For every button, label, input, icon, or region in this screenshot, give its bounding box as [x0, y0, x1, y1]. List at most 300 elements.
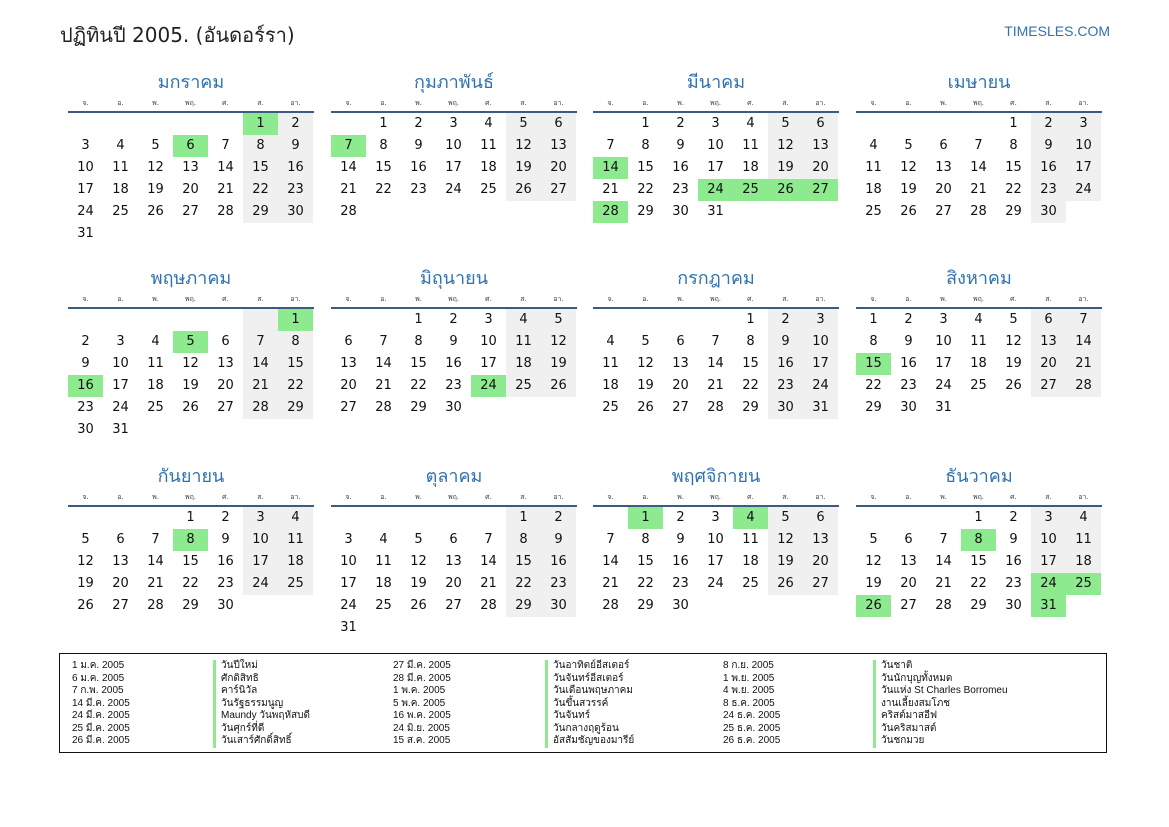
day-cell: 18 [480, 160, 497, 175]
day-cell: 24 [243, 573, 278, 595]
holiday-date: 4 พ.ย. 2005 [723, 685, 775, 696]
weekday-label: ศ. [485, 493, 492, 501]
empty-cell [68, 309, 103, 331]
day-cell: 2 [81, 334, 90, 349]
day-cell: 9 [676, 532, 685, 547]
day-cell: 14 [147, 554, 164, 569]
day-cell: 26 [506, 179, 541, 201]
day-cell: 8 [1009, 138, 1018, 153]
day-cell: 9 [449, 334, 458, 349]
day-cell: 2 [449, 312, 458, 327]
day-cell: 9 [221, 532, 230, 547]
days-grid [331, 309, 577, 419]
holiday-date: 14 มี.ค. 2005 [72, 697, 130, 709]
weekday-label: ส. [1045, 493, 1052, 501]
empty-cell [138, 309, 173, 331]
weekday-label: อ. [117, 295, 124, 303]
day-cell: 5 [81, 532, 90, 547]
day-cell: 3 [484, 312, 493, 327]
empty-cell [103, 113, 138, 135]
month-calendar [331, 70, 577, 223]
day-cell: 2 [676, 510, 685, 525]
day-cell: 23 [1031, 179, 1066, 201]
holiday-dates-column [72, 660, 130, 748]
day-cell: 10 [112, 356, 129, 371]
holiday-date: 25 ธ.ค. 2005 [723, 722, 781, 734]
empty-cell [331, 507, 366, 529]
day-cell: 21 [217, 182, 234, 197]
weekday-label: พฤ. [972, 295, 985, 303]
day-cell: 11 [742, 532, 759, 547]
day-cell: 2 [1031, 113, 1066, 135]
weekday-label: ศ. [1010, 99, 1017, 107]
day-cell: 14 [217, 160, 234, 175]
holiday-day: 28 [593, 201, 628, 223]
day-cell: 11 [375, 554, 392, 569]
weekday-header [331, 97, 577, 110]
day-cell: 19 [541, 353, 576, 375]
holiday-day: 8 [961, 529, 996, 551]
day-cell: 2 [904, 312, 913, 327]
holiday-date: 5 พ.ค. 2005 [393, 697, 446, 709]
holiday-date: 1 ม.ค. 2005 [72, 660, 125, 671]
holiday-name: คริสต์มาสอีฟ [873, 710, 1008, 723]
day-cell: 11 [480, 138, 497, 153]
day-cell: 6 [904, 532, 913, 547]
holiday-day: 1 [278, 309, 313, 331]
day-cell: 12 [77, 554, 94, 569]
weekday-label: พฤ. [709, 99, 722, 107]
day-cell: 14 [243, 353, 278, 375]
day-cell: 7 [606, 532, 615, 547]
day-cell: 13 [217, 356, 234, 371]
day-cell: 28 [340, 204, 357, 219]
day-cell: 24 [803, 375, 838, 397]
day-cell: 13 [803, 529, 838, 551]
day-cell: 5 [904, 138, 913, 153]
day-cell: 13 [445, 554, 462, 569]
day-cell: 15 [1005, 160, 1022, 175]
weekday-label: พ. [152, 99, 159, 107]
day-cell: 4 [606, 334, 615, 349]
weekday-label: ส. [782, 99, 789, 107]
day-cell: 6 [541, 113, 576, 135]
weekday-label: พฤ. [447, 99, 460, 107]
day-cell: 21 [147, 576, 164, 591]
weekday-label: พ. [677, 295, 684, 303]
day-cell: 26 [147, 204, 164, 219]
day-cell: 23 [1005, 576, 1022, 591]
day-cell: 17 [445, 160, 462, 175]
empty-cell [593, 113, 628, 135]
weekday-label: ส. [1045, 295, 1052, 303]
day-cell: 4 [746, 116, 755, 131]
day-cell: 25 [480, 182, 497, 197]
day-cell: 11 [865, 160, 882, 175]
day-cell: 22 [1005, 182, 1022, 197]
days-grid [856, 507, 1102, 617]
holiday-date: 25 มี.ค. 2005 [72, 722, 130, 734]
day-cell: 29 [182, 598, 199, 613]
empty-cell [138, 507, 173, 529]
day-cell: 21 [935, 576, 952, 591]
day-cell: 25 [375, 598, 392, 613]
holiday-date: 26 มี.ค. 2005 [72, 735, 130, 746]
holiday-day: 14 [593, 157, 628, 179]
day-cell: 27 [672, 400, 689, 415]
day-cell: 30 [900, 400, 917, 415]
holiday-name: Maundy วันพฤหัสบดี [213, 710, 310, 723]
day-cell: 4 [869, 138, 878, 153]
day-cell: 25 [970, 378, 987, 393]
month-calendar [68, 70, 314, 245]
day-cell: 27 [182, 204, 199, 219]
weekday-label: อ. [905, 99, 912, 107]
day-cell: 5 [768, 507, 803, 529]
empty-cell [663, 309, 698, 331]
month-name: กันยายน [157, 466, 225, 487]
day-cell: 1 [869, 312, 878, 327]
day-cell: 5 [506, 113, 541, 135]
holiday-name: วันชาติ [873, 660, 1008, 673]
weekday-label: จ. [345, 295, 352, 303]
weekday-label: อ. [905, 493, 912, 501]
day-cell: 12 [768, 135, 803, 157]
day-cell: 24 [77, 204, 94, 219]
day-cell: 28 [375, 400, 392, 415]
day-cell: 7 [974, 138, 983, 153]
day-cell: 19 [77, 576, 94, 591]
day-cell: 9 [768, 331, 803, 353]
day-cell: 15 [506, 551, 541, 573]
days-grid [593, 113, 839, 223]
empty-cell [68, 507, 103, 529]
days-grid [68, 309, 314, 441]
day-cell: 7 [151, 532, 160, 547]
weekday-label: อา. [290, 295, 301, 303]
day-cell: 9 [81, 356, 90, 371]
day-cell: 3 [711, 510, 720, 525]
day-cell: 20 [1031, 353, 1066, 375]
day-cell: 1 [506, 507, 541, 529]
holiday-name: วันจันทร์ [545, 710, 634, 723]
day-cell: 21 [707, 378, 724, 393]
day-cell: 16 [278, 157, 313, 179]
empty-cell [593, 507, 628, 529]
holiday-name: ศักดิสิทธิ [213, 673, 310, 686]
day-cell: 12 [506, 135, 541, 157]
month-name: เมษายน [947, 72, 1011, 93]
weekday-label: อ. [905, 295, 912, 303]
day-cell: 25 [147, 400, 164, 415]
weekday-label: อ. [380, 493, 387, 501]
day-cell: 4 [379, 532, 388, 547]
day-cell: 13 [182, 160, 199, 175]
day-cell: 24 [935, 378, 952, 393]
weekday-label: พฤ. [972, 493, 985, 501]
weekday-label: จ. [345, 493, 352, 501]
empty-cell [891, 113, 926, 135]
day-cell: 4 [278, 507, 313, 529]
day-cell: 26 [768, 573, 803, 595]
weekday-label: จ. [870, 99, 877, 107]
weekday-label: ศ. [1010, 295, 1017, 303]
holiday-day: 26 [768, 179, 803, 201]
month-name: มิถุนายน [419, 268, 489, 289]
day-cell: 7 [606, 138, 615, 153]
day-cell: 16 [410, 160, 427, 175]
weekday-label: จ. [607, 493, 614, 501]
day-cell: 29 [506, 595, 541, 617]
month-calendar [856, 464, 1102, 617]
holiday-name: คาร์นิวัล [213, 685, 310, 698]
weekday-label: อา. [553, 295, 564, 303]
day-cell: 3 [803, 309, 838, 331]
empty-cell [103, 309, 138, 331]
day-cell: 22 [637, 576, 654, 591]
page-title: ปฏิทินปี 2005. (อันดอร์รา) [60, 23, 295, 47]
day-cell: 4 [116, 138, 125, 153]
month-name: กรกฎาคม [677, 268, 755, 289]
day-cell: 25 [278, 573, 313, 595]
day-cell: 25 [742, 576, 759, 591]
day-cell: 6 [803, 113, 838, 135]
day-cell: 10 [707, 138, 724, 153]
day-cell: 20 [340, 378, 357, 393]
day-cell: 29 [865, 400, 882, 415]
day-cell: 19 [637, 378, 654, 393]
day-cell: 18 [506, 353, 541, 375]
day-cell: 22 [410, 378, 427, 393]
day-cell: 4 [484, 116, 493, 131]
day-cell: 23 [445, 378, 462, 393]
empty-cell [68, 113, 103, 135]
holiday-day: 25 [733, 179, 768, 201]
holiday-dates-column [723, 660, 780, 748]
days-grid [68, 113, 314, 245]
day-cell: 6 [221, 334, 230, 349]
day-cell: 18 [865, 182, 882, 197]
day-cell: 31 [340, 620, 357, 635]
weekday-label: พฤ. [184, 493, 197, 501]
empty-cell [698, 309, 733, 331]
site-link[interactable]: TIMESLES.COM [1004, 23, 1110, 39]
day-cell: 11 [147, 356, 164, 371]
day-cell: 4 [151, 334, 160, 349]
day-cell: 28 [602, 598, 619, 613]
day-cell: 26 [77, 598, 94, 613]
weekday-header [593, 293, 839, 306]
day-cell: 25 [112, 204, 129, 219]
empty-cell [173, 113, 208, 135]
day-cell: 12 [1005, 334, 1022, 349]
day-cell: 15 [182, 554, 199, 569]
weekday-label: พฤ. [709, 295, 722, 303]
day-cell: 9 [541, 529, 576, 551]
day-cell: 14 [340, 160, 357, 175]
day-cell: 3 [1031, 507, 1066, 529]
weekday-label: ศ. [747, 99, 754, 107]
day-cell: 29 [742, 400, 759, 415]
holiday-date: 6 ม.ค. 2005 [72, 672, 125, 684]
day-cell: 28 [147, 598, 164, 613]
day-cell: 14 [1066, 331, 1101, 353]
day-cell: 13 [112, 554, 129, 569]
weekday-label: ศ. [485, 295, 492, 303]
holiday-name: วันเสาร์ศักดิ์สิทธิ์ [213, 735, 310, 748]
weekday-label: อ. [380, 99, 387, 107]
weekday-label: ส. [782, 493, 789, 501]
empty-cell [366, 309, 401, 331]
empty-cell [331, 113, 366, 135]
day-cell: 9 [904, 334, 913, 349]
day-cell: 9 [1031, 135, 1066, 157]
day-cell: 28 [970, 204, 987, 219]
day-cell: 11 [602, 356, 619, 371]
day-cell: 27 [340, 400, 357, 415]
day-cell: 21 [340, 182, 357, 197]
day-cell: 29 [410, 400, 427, 415]
weekday-header [68, 97, 314, 110]
holiday-name: วันรัฐธรรมนูญ [213, 698, 310, 711]
day-cell: 29 [1005, 204, 1022, 219]
day-cell: 20 [541, 157, 576, 179]
day-cell: 16 [445, 356, 462, 371]
day-cell: 20 [182, 182, 199, 197]
day-cell: 5 [641, 334, 650, 349]
day-cell: 13 [900, 554, 917, 569]
day-cell: 18 [742, 554, 759, 569]
day-cell: 19 [147, 182, 164, 197]
holiday-day: 7 [331, 135, 366, 157]
holiday-date: 1 พ.ย. 2005 [723, 672, 775, 684]
weekday-header [331, 293, 577, 306]
day-cell: 28 [1066, 375, 1101, 397]
day-cell: 6 [344, 334, 353, 349]
weekday-label: จ. [870, 493, 877, 501]
day-cell: 17 [803, 353, 838, 375]
day-cell: 15 [970, 554, 987, 569]
day-cell: 27 [900, 598, 917, 613]
day-cell: 2 [221, 510, 230, 525]
day-cell: 8 [278, 331, 313, 353]
day-cell: 20 [803, 157, 838, 179]
day-cell: 10 [1066, 135, 1101, 157]
empty-cell [856, 507, 891, 529]
weekday-label: พฤ. [447, 295, 460, 303]
day-cell: 21 [602, 182, 619, 197]
day-cell: 27 [803, 573, 838, 595]
day-cell: 9 [278, 135, 313, 157]
day-cell: 30 [77, 422, 94, 437]
day-cell: 15 [742, 356, 759, 371]
holiday-name: งานเลี้ยงสมโภช [873, 698, 1008, 711]
day-cell: 16 [1031, 157, 1066, 179]
day-cell: 9 [1009, 532, 1018, 547]
day-cell: 23 [217, 576, 234, 591]
empty-cell [366, 507, 401, 529]
day-cell: 16 [672, 554, 689, 569]
day-cell: 8 [869, 334, 878, 349]
day-cell: 12 [410, 554, 427, 569]
day-cell: 1 [414, 312, 423, 327]
day-cell: 3 [1066, 113, 1101, 135]
day-cell: 10 [1031, 529, 1066, 551]
day-cell: 18 [147, 378, 164, 393]
weekday-label: พฤ. [709, 493, 722, 501]
day-cell: 8 [379, 138, 388, 153]
weekday-label: อ. [380, 295, 387, 303]
day-cell: 13 [541, 135, 576, 157]
day-cell: 19 [410, 576, 427, 591]
day-cell: 8 [746, 334, 755, 349]
day-cell: 29 [243, 201, 278, 223]
holiday-date: 7 ก.พ. 2005 [72, 685, 124, 696]
day-cell: 17 [1066, 157, 1101, 179]
weekday-label: ศ. [222, 493, 229, 501]
days-grid [593, 507, 839, 617]
days-grid [331, 113, 577, 223]
day-cell: 20 [803, 551, 838, 573]
weekday-label: อ. [642, 295, 649, 303]
holiday-name: วันกลางฤดูร้อน [545, 723, 634, 736]
day-cell: 20 [672, 378, 689, 393]
month-name: พฤษภาคม [150, 268, 232, 289]
day-cell: 27 [1031, 375, 1066, 397]
day-cell: 10 [935, 334, 952, 349]
day-cell: 8 [641, 532, 650, 547]
weekday-label: พ. [152, 493, 159, 501]
day-cell: 29 [637, 204, 654, 219]
holiday-name: วันคริสมาสต์ [873, 723, 1008, 736]
day-cell: 27 [112, 598, 129, 613]
holiday-day: 8 [173, 529, 208, 551]
weekday-label: ศ. [747, 295, 754, 303]
day-cell: 28 [707, 400, 724, 415]
day-cell: 16 [672, 160, 689, 175]
day-cell: 12 [637, 356, 654, 371]
day-cell: 20 [900, 576, 917, 591]
holiday-date: 28 มี.ค. 2005 [393, 672, 451, 684]
holiday-name: อัสสัมชัญของมารีย์ [545, 735, 634, 748]
day-cell: 9 [414, 138, 423, 153]
day-cell: 31 [803, 397, 838, 419]
holiday-names-column [545, 660, 634, 748]
weekday-label: อ. [117, 493, 124, 501]
day-cell: 27 [541, 179, 576, 201]
day-cell: 22 [278, 375, 313, 397]
day-cell: 15 [637, 160, 654, 175]
day-cell: 11 [1066, 529, 1101, 551]
empty-cell [628, 309, 663, 331]
day-cell: 14 [970, 160, 987, 175]
empty-cell [926, 507, 961, 529]
weekday-label: ส. [257, 295, 264, 303]
day-cell: 5 [768, 113, 803, 135]
day-cell: 13 [672, 356, 689, 371]
holiday-name: วันจันทร์อีสเตอร์ [545, 673, 634, 686]
holiday-name: วันศุกร์ที่ดี [213, 723, 310, 736]
month-calendar [856, 266, 1102, 419]
holiday-day: 24 [698, 179, 733, 201]
day-cell: 2 [541, 507, 576, 529]
day-cell: 17 [707, 160, 724, 175]
empty-cell [436, 507, 471, 529]
month-calendar [68, 464, 314, 617]
weekday-label: อา. [553, 493, 564, 501]
day-cell: 30 [672, 598, 689, 613]
day-cell: 1 [1009, 116, 1018, 131]
